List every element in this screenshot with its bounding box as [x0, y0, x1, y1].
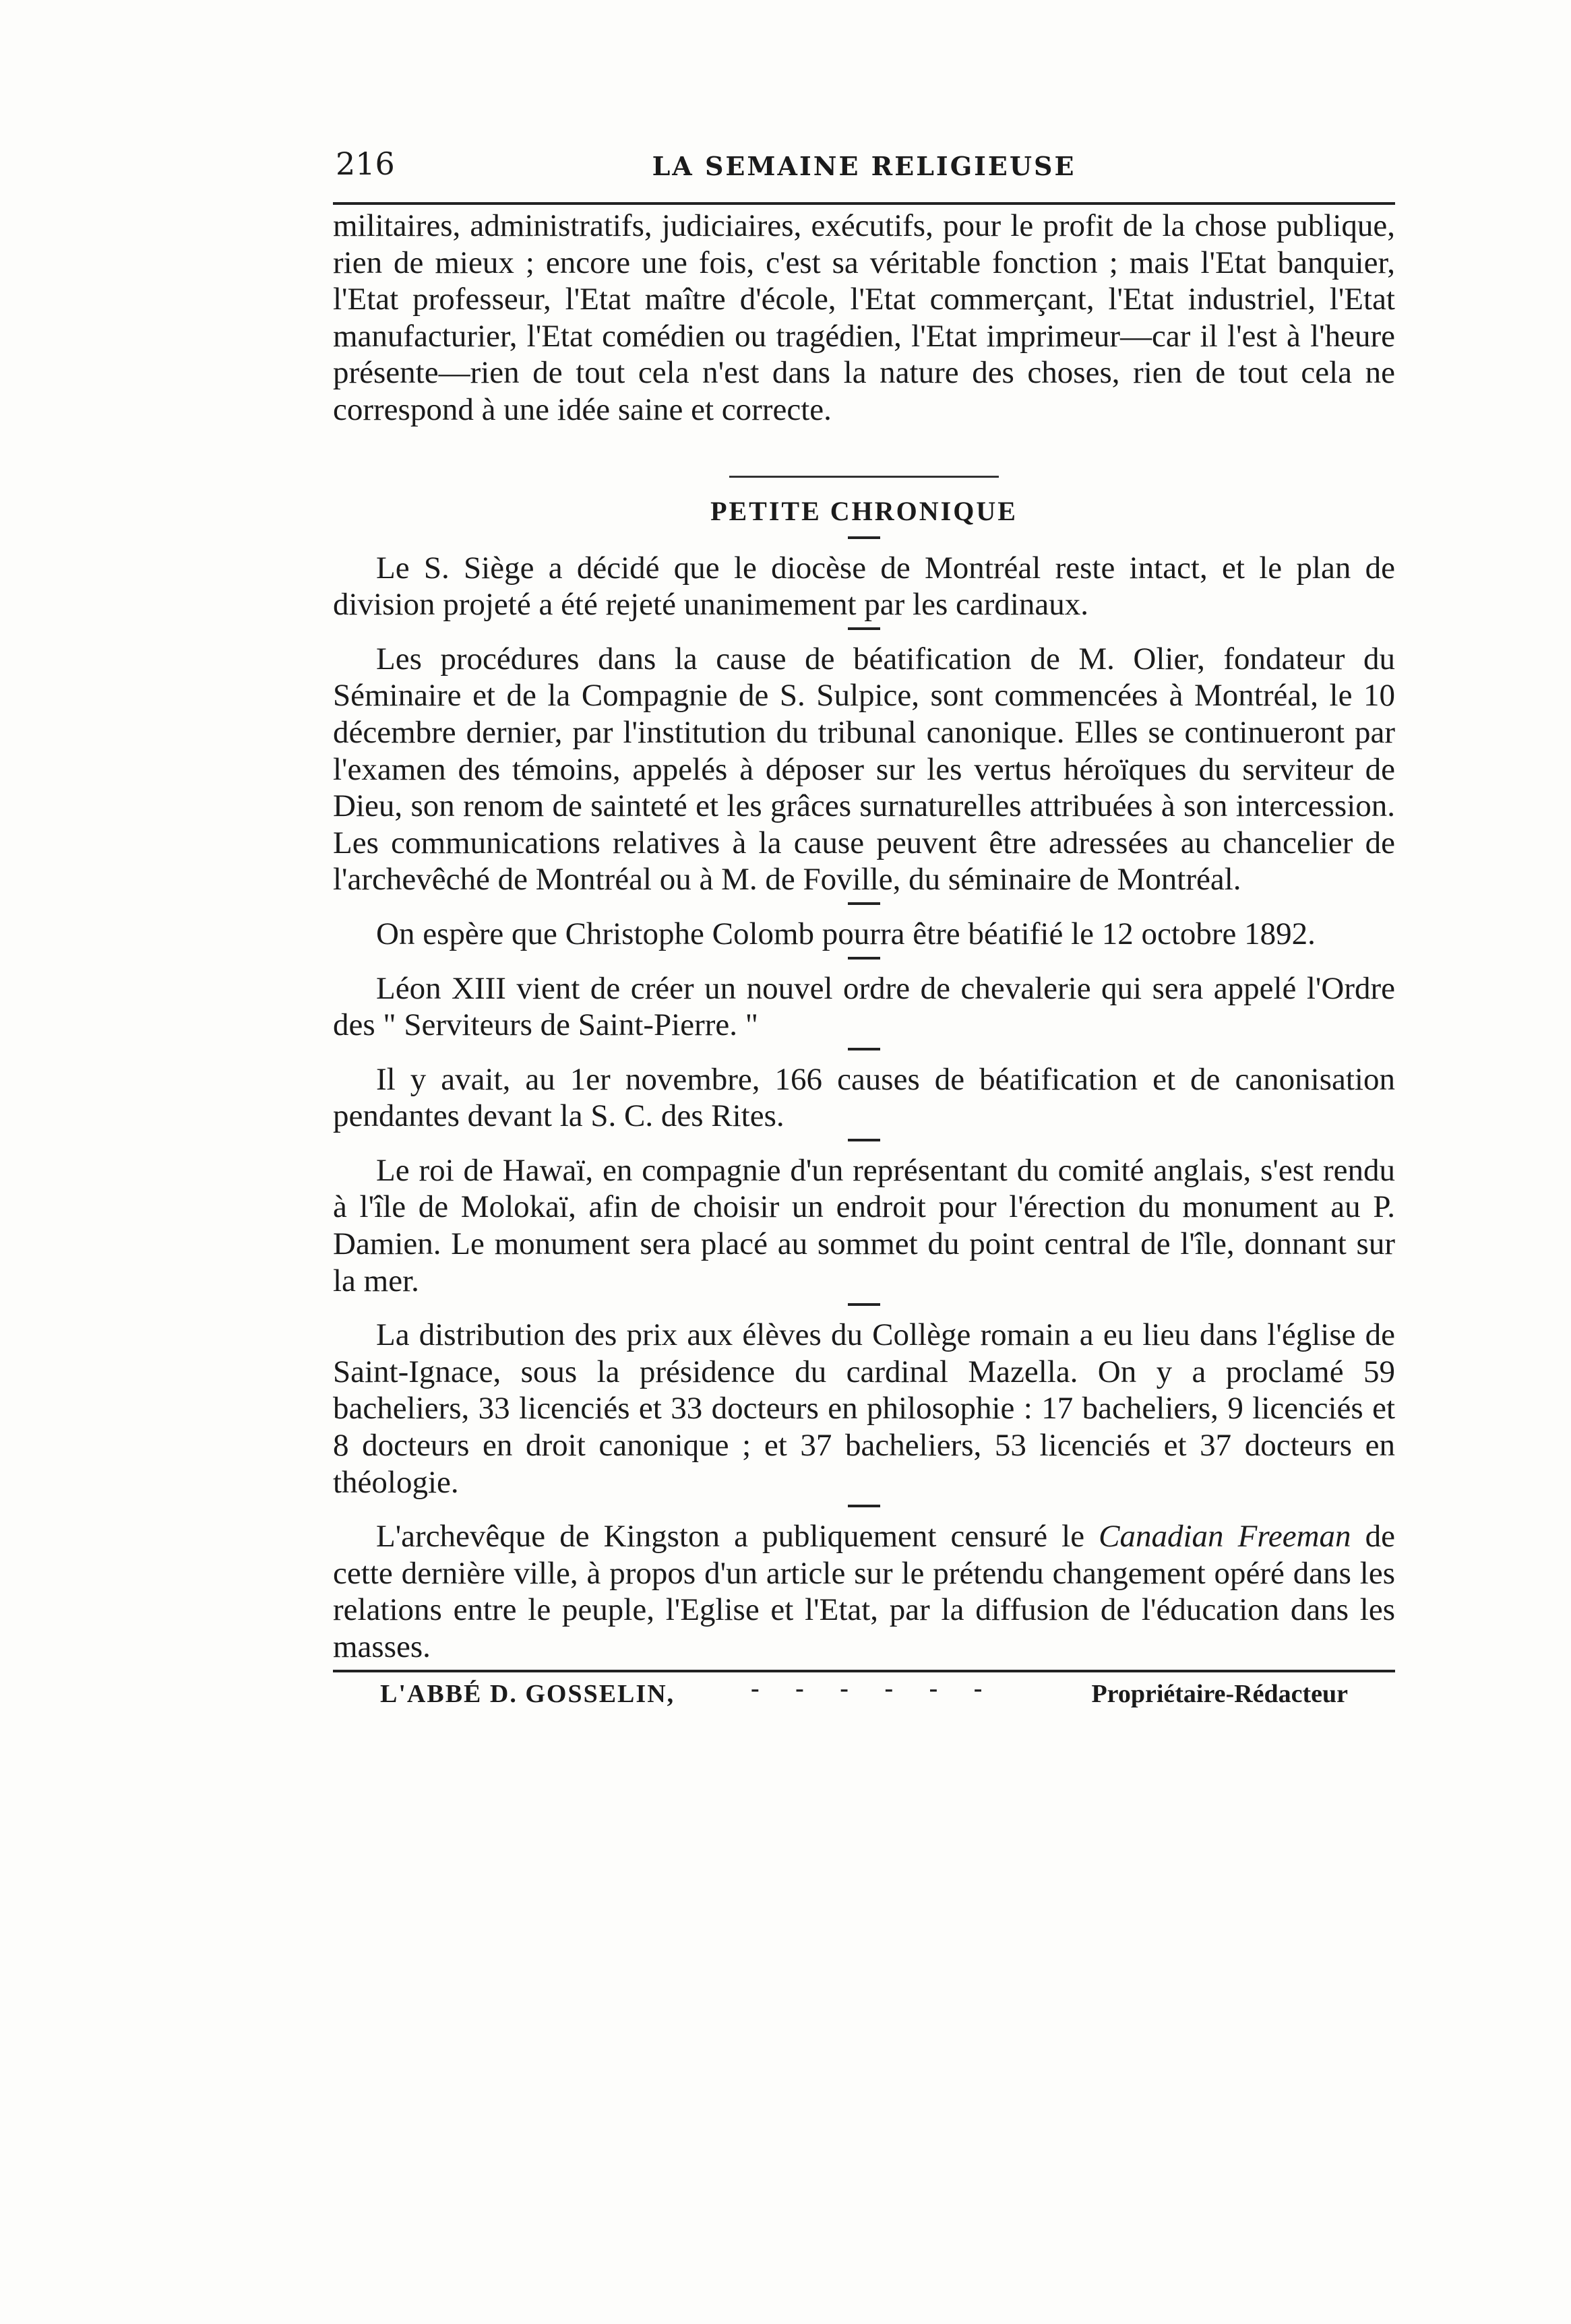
- footer-leader-dots: - - - - - -: [751, 1674, 997, 1703]
- chronicle-item-last: [333, 1518, 1395, 1665]
- chronicle-item: Il y avait, au 1er novembre, 166 causes de béatification et de canonisation pendantes devant la S. C. des Rites.: [333, 1061, 1395, 1134]
- chronicle-items: [333, 550, 1395, 1666]
- last-item-text-after: de cette dernière ville, à propos d'un article sur le prétendu changement opéré dans les relations entre le peuple, l'Eglise et l'Etat, par la diffusion de l'éducation dans les masses.: [333, 1519, 1395, 1664]
- item-separator: [848, 536, 880, 539]
- item-separator: [848, 627, 880, 630]
- continued-paragraph-block: [333, 208, 1395, 429]
- chronicle-item: On espère que Christophe Colomb pourra être béatifié le 12 octobre 1892.: [376, 916, 1316, 951]
- page-number: 216: [336, 146, 395, 182]
- item-separator: [848, 1303, 880, 1306]
- continued-paragraph: militaires, administratifs, judiciaires, exécutifs, pour le profit de la chose publique, rien de mieux ; encore une fois, c'est sa véritable fonction ; mais l'Etat banquier, l'Etat professeur, l'Etat maître d'école, l'Etat commerçant, l'Etat industriel, l'Etat manufacturier, l'Etat comédien ou tragédien, l'Etat imprimeur—car il l'est à l'heure présente—rien de tout cela n'est dans la nature des choses, rien de tout cela ne correspond à une idée saine et correcte.: [333, 208, 1395, 427]
- publisher-role: Propriétaire-Rédacteur: [1091, 1679, 1348, 1708]
- item-separator: [848, 1139, 880, 1141]
- item-separator: [848, 902, 880, 905]
- chronicle-item: La distribution des prix aux élèves du Collège romain a eu lieu dans l'église de Saint-Ignace, sous la présidence du cardinal Mazella. On y a proclamé 59 bacheliers, 33 licenciés et 33 docteurs en philosophie : 17 bacheliers, 9 licenciés et 8 docteurs en droit canonique ; et 37 bacheliers, 53 licenciés et 37 docteurs en théologie.: [333, 1317, 1395, 1500]
- running-title: LA SEMAINE RELIGIEUSE: [652, 151, 1076, 181]
- last-item-text-before: L'archevêque de Kingston a publiquement censuré le: [376, 1519, 1099, 1554]
- section-divider: [729, 476, 999, 478]
- item-separator: [848, 957, 880, 960]
- page: [333, 142, 1395, 2149]
- chronicle-item: Léon XIII vient de créer un nouvel ordre de chevalerie qui sera appelé l'Ordre des " Serviteurs de Saint-Pierre. ": [333, 970, 1395, 1043]
- page-header: [333, 142, 1395, 205]
- section-title: PETITE CHRONIQUE: [710, 495, 1018, 526]
- page-footer: [333, 1670, 1395, 1718]
- item-separator: [848, 1505, 880, 1507]
- chronicle-item: Les procédures dans la cause de béatification de M. Olier, fondateur du Séminaire et de la Compagnie de S. Sulpice, sont commencées à Montréal, le 10 décembre dernier, par l'institution du tribunal canonique. Elles se continueront par l'examen des témoins, appelés à déposer sur les vertus héroïques du serviteur de Dieu, son renom de sainteté et les grâces surnaturelles attribuées à son intercession. Les communications relatives à la cause peuvent être adressées au chancelier de l'archevêché de Montréal ou à M. de Foville, du séminaire de Montréal.: [333, 641, 1395, 898]
- chronicle-item: Le S. Siège a décidé que le diocèse de Montréal reste intact, et le plan de division projeté a été rejeté unanimement par les cardinaux.: [333, 550, 1395, 623]
- newspaper-title: Canadian Freeman: [1099, 1519, 1351, 1554]
- chronicle-item: Le roi de Hawaï, en compagnie d'un représentant du comité anglais, s'est rendu à l'île de Molokaï, afin de choisir un endroit pour l'érection du monument au P. Damien. Le monument sera placé au sommet du point central de l'île, donnant sur la mer.: [333, 1152, 1395, 1298]
- item-separator: [848, 1048, 880, 1050]
- publisher-name: L'ABBÉ D. GOSSELIN,: [380, 1679, 675, 1708]
